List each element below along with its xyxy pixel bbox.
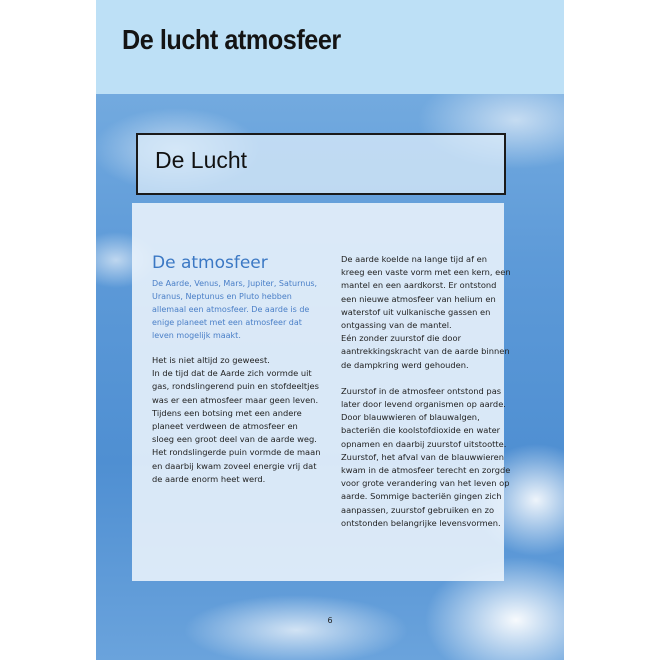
document-page	[96, 0, 564, 660]
left-paragraph-first-line: Het is niet altijd zo geweest.	[152, 355, 270, 365]
right-paragraph-1-extra: Eén zonder zuurstof die door aantrekkingskracht van de aarde binnen de dampkring werd gehouden.	[341, 333, 510, 370]
section-title-box	[136, 133, 506, 195]
page-title: De lucht atmosfeer	[122, 24, 341, 55]
right-paragraph-1-body: De aarde koelde na lange tijd af en kreeg een vaste vorm met een kern, een mantel en een aardkorst. Er ontstond een nieuwe atmosfeer van helium en waterstof uit vulkanische gassen en ontgassing van de mantel.	[341, 254, 511, 331]
page-number: 6	[327, 616, 333, 625]
header-band	[96, 0, 564, 94]
content-panel	[132, 203, 511, 581]
article-heading: De atmosfeer	[152, 253, 268, 273]
left-paragraph	[152, 354, 322, 486]
left-paragraph-body: In de tijd dat de Aarde zich vormde uit gas, rondslingerend puin en stofdeeltjes was er een atmosfeer maar geen leven. Tijdens een botsing met een andere planeet verdween de atmosfeer en sloeg een groot deel van de aarde weg. Het rondslingerde puin vormde de maan en daarbij kwam zoveel energie vrij dat de aarde enorm heet werd.	[152, 368, 321, 484]
left-column	[152, 253, 322, 499]
intro-paragraph: De Aarde, Venus, Mars, Jupiter, Saturnus, Uranus, Neptunus en Pluto hebben allemaal een atmosfeer. De aarde is de enige planeet met een atmosfeer dat leven mogelijk maakt.	[152, 279, 318, 340]
right-paragraph-2: Zuurstof in de atmosfeer ontstond pas later door levend organismen op aarde. Door blauwwieren of blauwalgen, bacteriën die koolstofdioxide en water opnamen en daarbij zuurstof uitstootte. Zuurstof, het afval van de blauwwieren kwam in de atmosfeer terecht en zorgde voor grote verandering van het leven op aarde. Sommige bacteriën gingen zich aanpassen, zuurstof gebruiken en zo ontstonden belangrijke levensvormen.	[341, 385, 511, 528]
right-paragraph-1	[341, 253, 511, 372]
section-title-text: De Lucht	[155, 147, 248, 173]
right-column	[341, 253, 511, 543]
